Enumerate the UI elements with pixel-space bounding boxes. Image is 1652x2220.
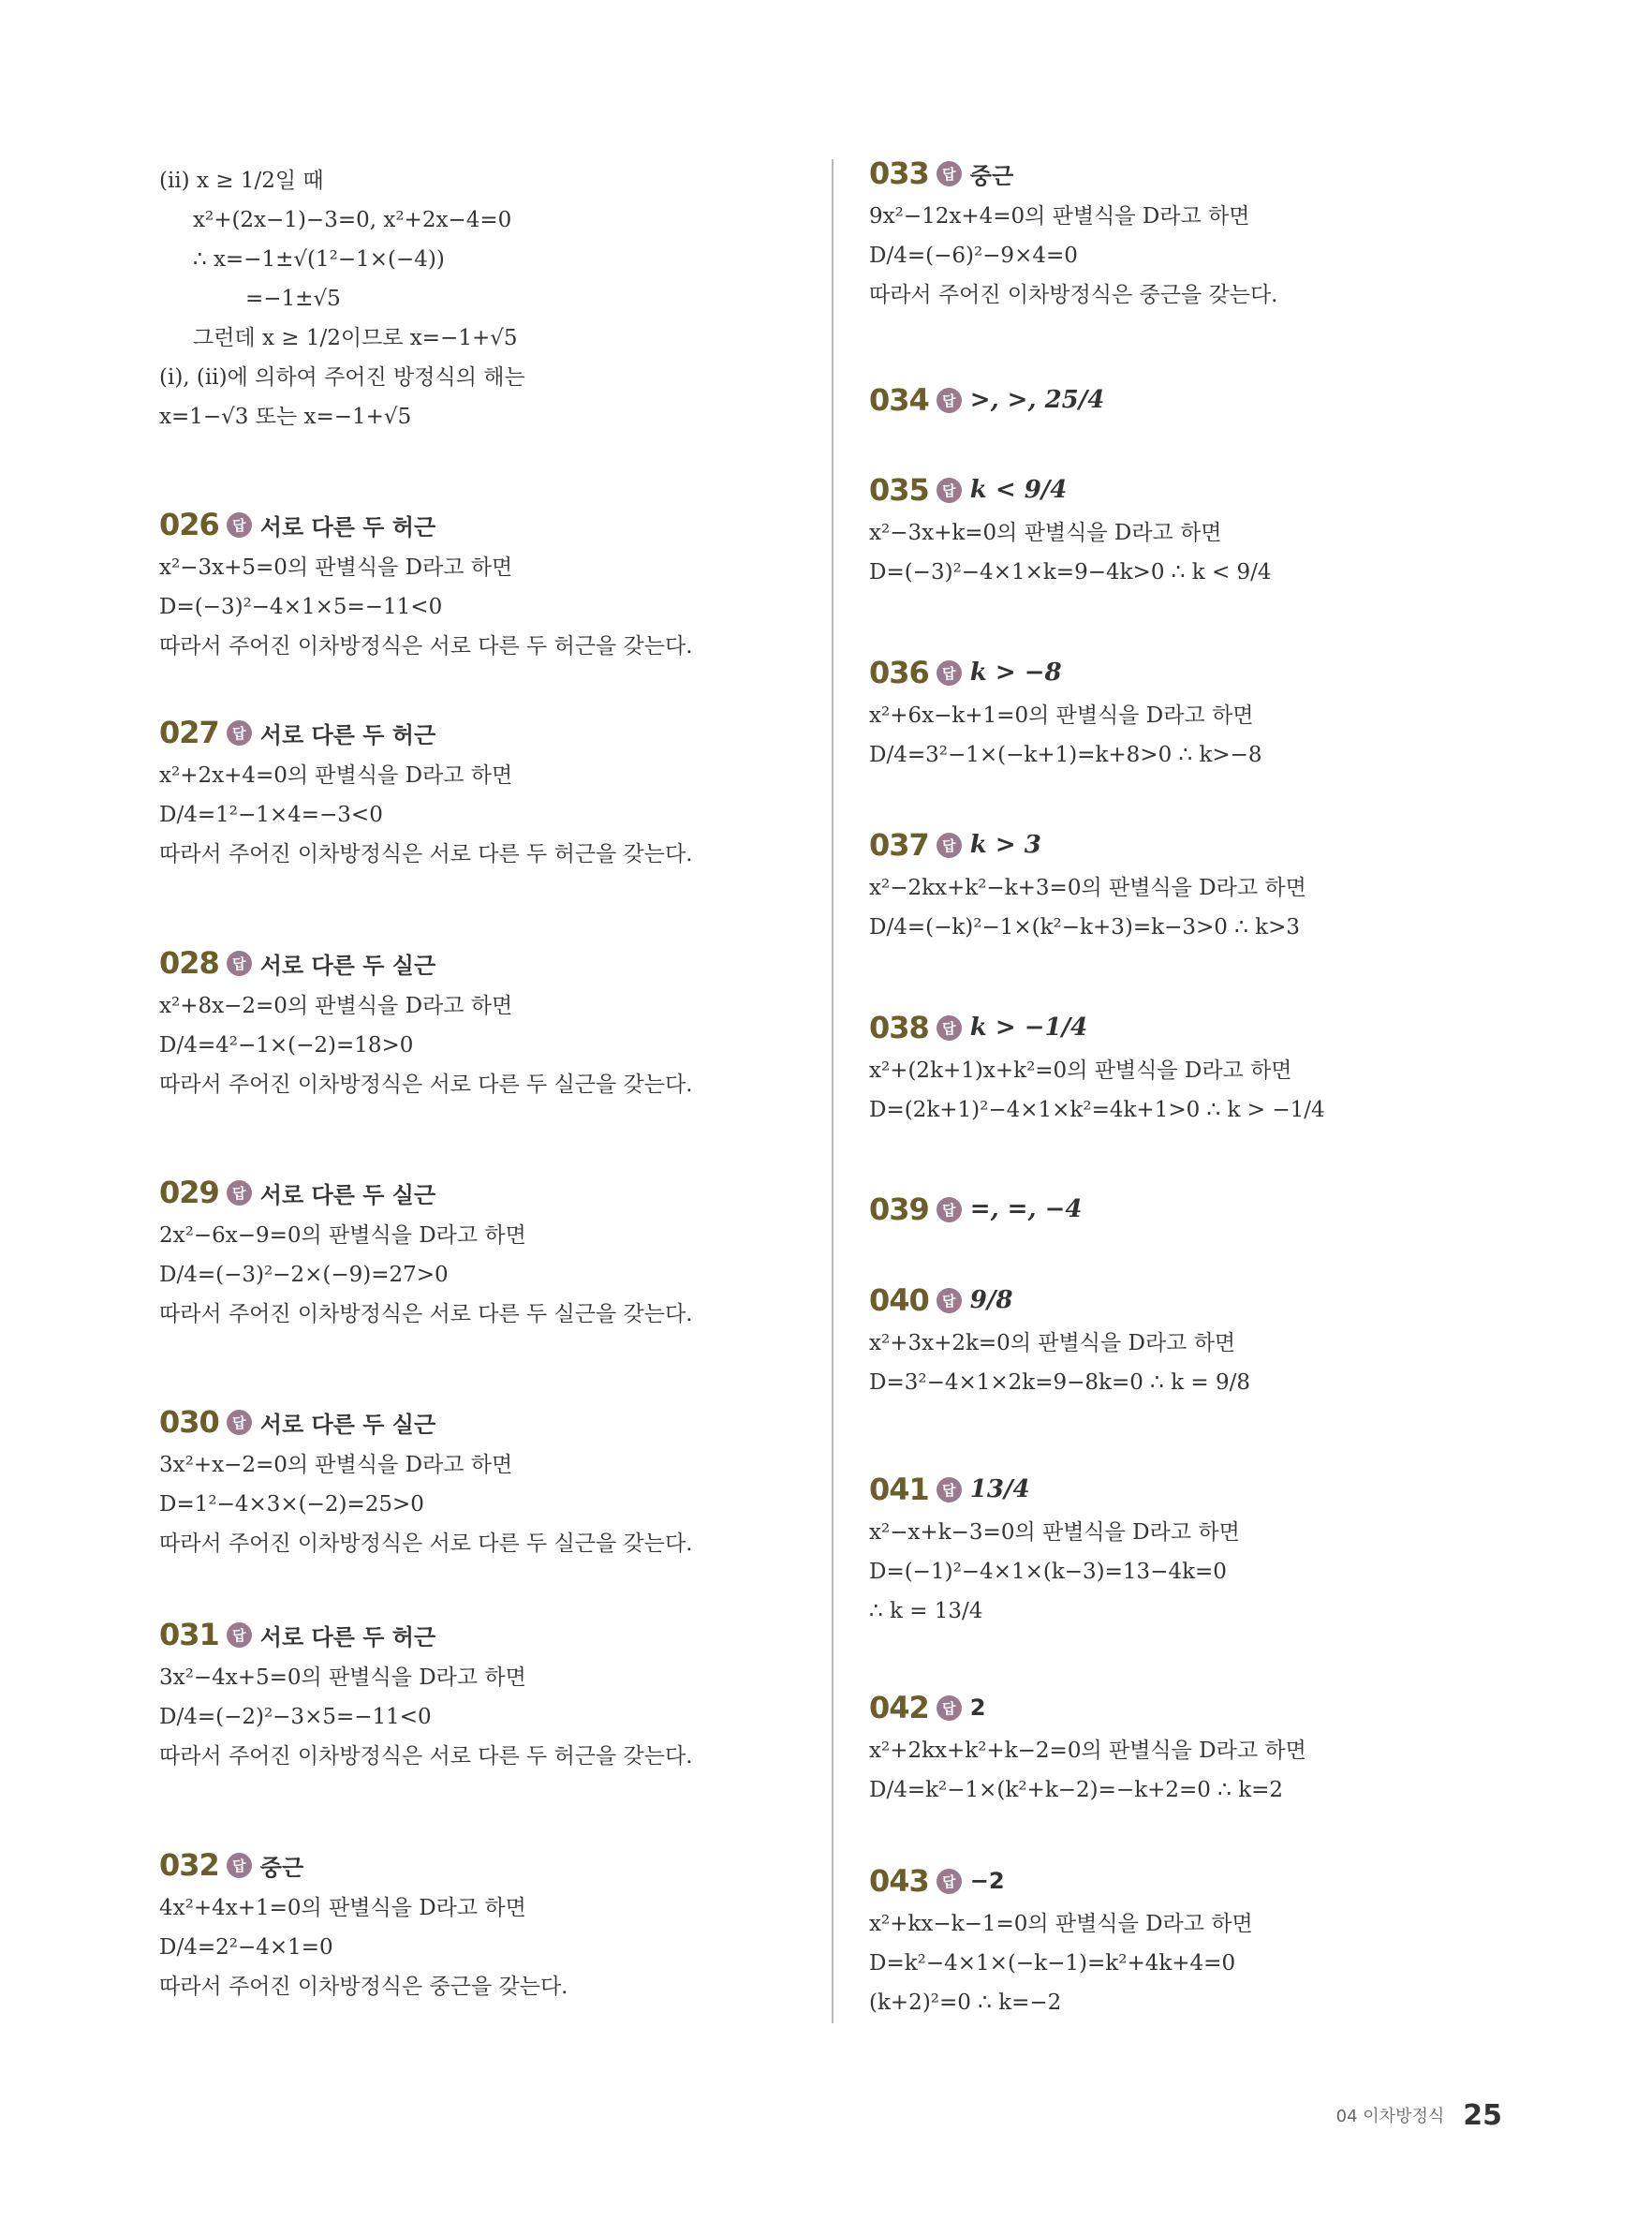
answer-text: 서로 다른 두 실근 (259, 1181, 436, 1208)
solution-line: D=(2k+1)²−4×1×k²=4k+1>0 ∴ k > −1/4 (869, 1098, 1325, 1122)
solution-line: x²+2kx+k²+k−2=0의 판별식을 D라고 하면 (869, 1739, 1306, 1763)
problem-027 (159, 709, 833, 874)
problem-header (159, 501, 833, 548)
problem-number: 043 (869, 1863, 929, 1899)
solution-line: x=1−√3 또는 x=−1+√5 (159, 405, 412, 429)
problem-026 (159, 501, 833, 666)
problem-035 (869, 466, 1468, 592)
problem-number: 026 (159, 507, 219, 542)
solution-continuation (159, 161, 833, 437)
solution-line: x²+2x+4=0의 판별식을 D라고 하면 (159, 763, 513, 788)
solution-line: D=(−3)²−4×1×5=−11<0 (159, 595, 443, 619)
solution-line: x²−3x+k=0의 판별식을 D라고 하면 (869, 521, 1222, 545)
solution-line: (ⅰ), (ⅱ)에 의하여 주어진 방정식의 해는 (159, 365, 525, 390)
solution-line: 그런데 x ≥ 1/2이므로 x=−1+√5 (193, 326, 518, 350)
problem-041 (869, 1466, 1468, 1631)
solution-line: D/4=(−6)²−9×4=0 (869, 244, 1078, 268)
answer-badge: 답 (937, 1015, 962, 1041)
solution-line: 3x²−4x+5=0의 판별식을 D라고 하면 (159, 1665, 526, 1690)
solution-line: x²+(2k+1)x+k²=0의 판별식을 D라고 하면 (869, 1058, 1292, 1083)
solution-line: D/4=3²−1×(−k+1)=k+8>0 ∴ k>−8 (869, 743, 1262, 767)
answer-text: 13/4 (969, 1475, 1030, 1503)
problem-number: 036 (869, 655, 929, 690)
problem-header (869, 1186, 1468, 1233)
problem-header (159, 940, 833, 986)
problem-number: 027 (159, 715, 219, 750)
solution-line: 9x²−12x+4=0의 판별식을 D라고 하면 (869, 204, 1250, 229)
answer-badge: 답 (227, 1622, 252, 1648)
answer-badge: 답 (937, 1869, 962, 1894)
problem-033 (869, 150, 1468, 315)
solution-line: D/4=(−3)²−2×(−9)=27>0 (159, 1263, 449, 1287)
answer-text: >, >, 25/4 (969, 386, 1105, 414)
answer-badge: 답 (227, 720, 252, 746)
answer-text: k < 9/4 (969, 476, 1068, 504)
problem-number: 034 (869, 382, 929, 418)
solution-line: 따라서 주어진 이차방정식은 서로 다른 두 실근을 갖는다. (159, 1532, 693, 1556)
answer-text: 서로 다른 두 실근 (259, 952, 436, 979)
answer-text: k > −1/4 (969, 1014, 1088, 1042)
chapter-label: 04 이차방정식 (1335, 2107, 1445, 2126)
problem-header (869, 1684, 1468, 1731)
problem-number: 035 (869, 472, 929, 508)
answer-badge: 답 (937, 1288, 962, 1313)
solution-line: D=(−3)²−4×1×k=9−4k>0 ∴ k < 9/4 (869, 560, 1272, 585)
solution-line: =−1±√5 (245, 287, 341, 311)
solution-line: (k+2)²=0 ∴ k=−2 (869, 1991, 1062, 2015)
solution-line: D=(−1)²−4×1×(k−3)=13−4k=0 (869, 1560, 1227, 1584)
problem-header (159, 1842, 833, 1888)
solution-line: ∴ k = 13/4 (869, 1599, 983, 1623)
problem-number: 037 (869, 827, 929, 863)
solution-line: D/4=1²−1×4=−3<0 (159, 803, 383, 827)
problem-number: 040 (869, 1282, 929, 1318)
answer-badge: 답 (937, 161, 962, 186)
problem-number: 042 (869, 1690, 929, 1725)
answer-text: k > −8 (969, 659, 1062, 687)
solution-line: 따라서 주어진 이차방정식은 서로 다른 두 실근을 갖는다. (159, 1073, 693, 1097)
problem-header (159, 1611, 833, 1658)
solution-line: 4x²+4x+1=0의 판별식을 D라고 하면 (159, 1896, 526, 1920)
answer-text: 서로 다른 두 허근 (259, 721, 436, 748)
answer-badge: 답 (937, 1197, 962, 1222)
answer-badge: 답 (227, 1853, 252, 1878)
problem-header (869, 1004, 1468, 1051)
problem-number: 030 (159, 1404, 219, 1440)
page-footer (1336, 2096, 1502, 2134)
column-divider (832, 159, 833, 2023)
problem-number: 033 (869, 155, 929, 191)
problem-number: 029 (159, 1175, 219, 1210)
solution-line: x²+(2x−1)−3=0, x²+2x−4=0 (193, 208, 512, 232)
answer-text: k > 3 (969, 831, 1041, 859)
problem-header (869, 1857, 1468, 1904)
problem-number: 031 (159, 1617, 219, 1652)
solution-line: D/4=k²−1×(k²+k−2)=−k+2=0 ∴ k=2 (869, 1778, 1284, 1802)
solution-line: D/4=(−k)²−1×(k²−k+3)=k−3>0 ∴ k>3 (869, 915, 1300, 940)
solution-line: 2x²−6x−9=0의 판별식을 D라고 하면 (159, 1223, 526, 1248)
answer-text: 9/8 (969, 1286, 1013, 1314)
solution-line: D=3²−4×1×2k=9−8k=0 ∴ k = 9/8 (869, 1370, 1250, 1395)
answer-badge: 답 (937, 1477, 962, 1502)
problem-header (869, 649, 1468, 696)
solution-line: D/4=4²−1×(−2)=18>0 (159, 1033, 414, 1058)
problem-040 (869, 1277, 1468, 1402)
solution-line: x²−x+k−3=0의 판별식을 D라고 하면 (869, 1520, 1240, 1545)
problem-036 (869, 649, 1468, 775)
problem-number: 038 (869, 1010, 929, 1045)
answer-text: 서로 다른 두 허근 (259, 1623, 436, 1650)
solution-line: 따라서 주어진 이차방정식은 서로 다른 두 허근을 갖는다. (159, 634, 693, 659)
solution-line: x²+6x−k+1=0의 판별식을 D라고 하면 (869, 703, 1254, 728)
problem-header (869, 150, 1468, 197)
page-number: 25 (1463, 2098, 1502, 2132)
problem-number: 041 (869, 1472, 929, 1507)
problem-028 (159, 940, 833, 1104)
solution-line: x²−3x+5=0의 판별식을 D라고 하면 (159, 555, 513, 580)
problem-031 (159, 1611, 833, 1776)
problem-037 (869, 821, 1468, 947)
solution-line: (ⅱ) x ≥ 1/2일 때 (159, 169, 324, 193)
answer-badge: 답 (937, 833, 962, 858)
answer-badge: 답 (937, 478, 962, 503)
solution-line: 따라서 주어진 이차방정식은 서로 다른 두 실근을 갖는다. (159, 1302, 693, 1326)
problem-number: 032 (159, 1847, 219, 1883)
answer-text: −2 (969, 1868, 1005, 1894)
problem-number: 039 (869, 1191, 929, 1227)
problem-header (869, 821, 1468, 868)
solution-line: D=1²−4×3×(−2)=25>0 (159, 1492, 424, 1517)
problem-header (869, 377, 1468, 423)
answer-badge: 답 (227, 951, 252, 976)
problem-039 (869, 1186, 1468, 1233)
answer-badge: 답 (937, 388, 962, 413)
answer-badge: 답 (227, 1180, 252, 1206)
problem-034 (869, 377, 1468, 423)
answer-text: 서로 다른 두 허근 (259, 513, 436, 540)
solution-line: x²+8x−2=0의 판별식을 D라고 하면 (159, 994, 513, 1018)
answer-badge: 답 (227, 1410, 252, 1435)
problem-header (869, 1466, 1468, 1513)
answer-badge: 답 (227, 512, 252, 538)
solution-line: 따라서 주어진 이차방정식은 서로 다른 두 허근을 갖는다. (159, 842, 693, 866)
problem-029 (159, 1169, 833, 1334)
solution-line: x²+kx−k−1=0의 판별식을 D라고 하면 (869, 1912, 1253, 1936)
answer-text: 서로 다른 두 실근 (259, 1411, 436, 1438)
problem-number: 028 (159, 945, 219, 981)
problem-038 (869, 1004, 1468, 1130)
answer-text: 중근 (969, 162, 1014, 189)
problem-header (159, 1169, 833, 1216)
problem-043 (869, 1857, 1468, 2022)
solution-line: x²+3x+2k=0의 판별식을 D라고 하면 (869, 1331, 1236, 1355)
solution-line: 따라서 주어진 이차방정식은 중근을 갖는다. (869, 283, 1278, 307)
solution-line: 3x²+x−2=0의 판별식을 D라고 하면 (159, 1453, 513, 1477)
answer-badge: 답 (937, 660, 962, 686)
problem-042 (869, 1684, 1468, 1810)
solution-line: ∴ x=−1±√(1²−1×(−4)) (193, 247, 445, 272)
solution-line: D=k²−4×1×(−k−1)=k²+4k+4=0 (869, 1951, 1236, 1976)
answer-text: 2 (969, 1695, 986, 1721)
solution-line: D/4=(−2)²−3×5=−11<0 (159, 1705, 432, 1729)
problem-header (159, 709, 833, 756)
problem-header (159, 1399, 833, 1445)
solution-line: x²−2kx+k²−k+3=0의 판별식을 D라고 하면 (869, 876, 1306, 900)
answer-badge: 답 (937, 1695, 962, 1721)
problem-header (869, 466, 1468, 513)
solution-line: 따라서 주어진 이차방정식은 중근을 갖는다. (159, 1975, 568, 1999)
problem-032 (159, 1842, 833, 2006)
solution-line: D/4=2²−4×1=0 (159, 1935, 333, 1960)
answer-text: =, =, −4 (969, 1195, 1083, 1223)
solution-line: 따라서 주어진 이차방정식은 서로 다른 두 허근을 갖는다. (159, 1744, 693, 1769)
answer-text: 중근 (259, 1854, 304, 1881)
problem-030 (159, 1399, 833, 1563)
problem-header (869, 1277, 1468, 1324)
